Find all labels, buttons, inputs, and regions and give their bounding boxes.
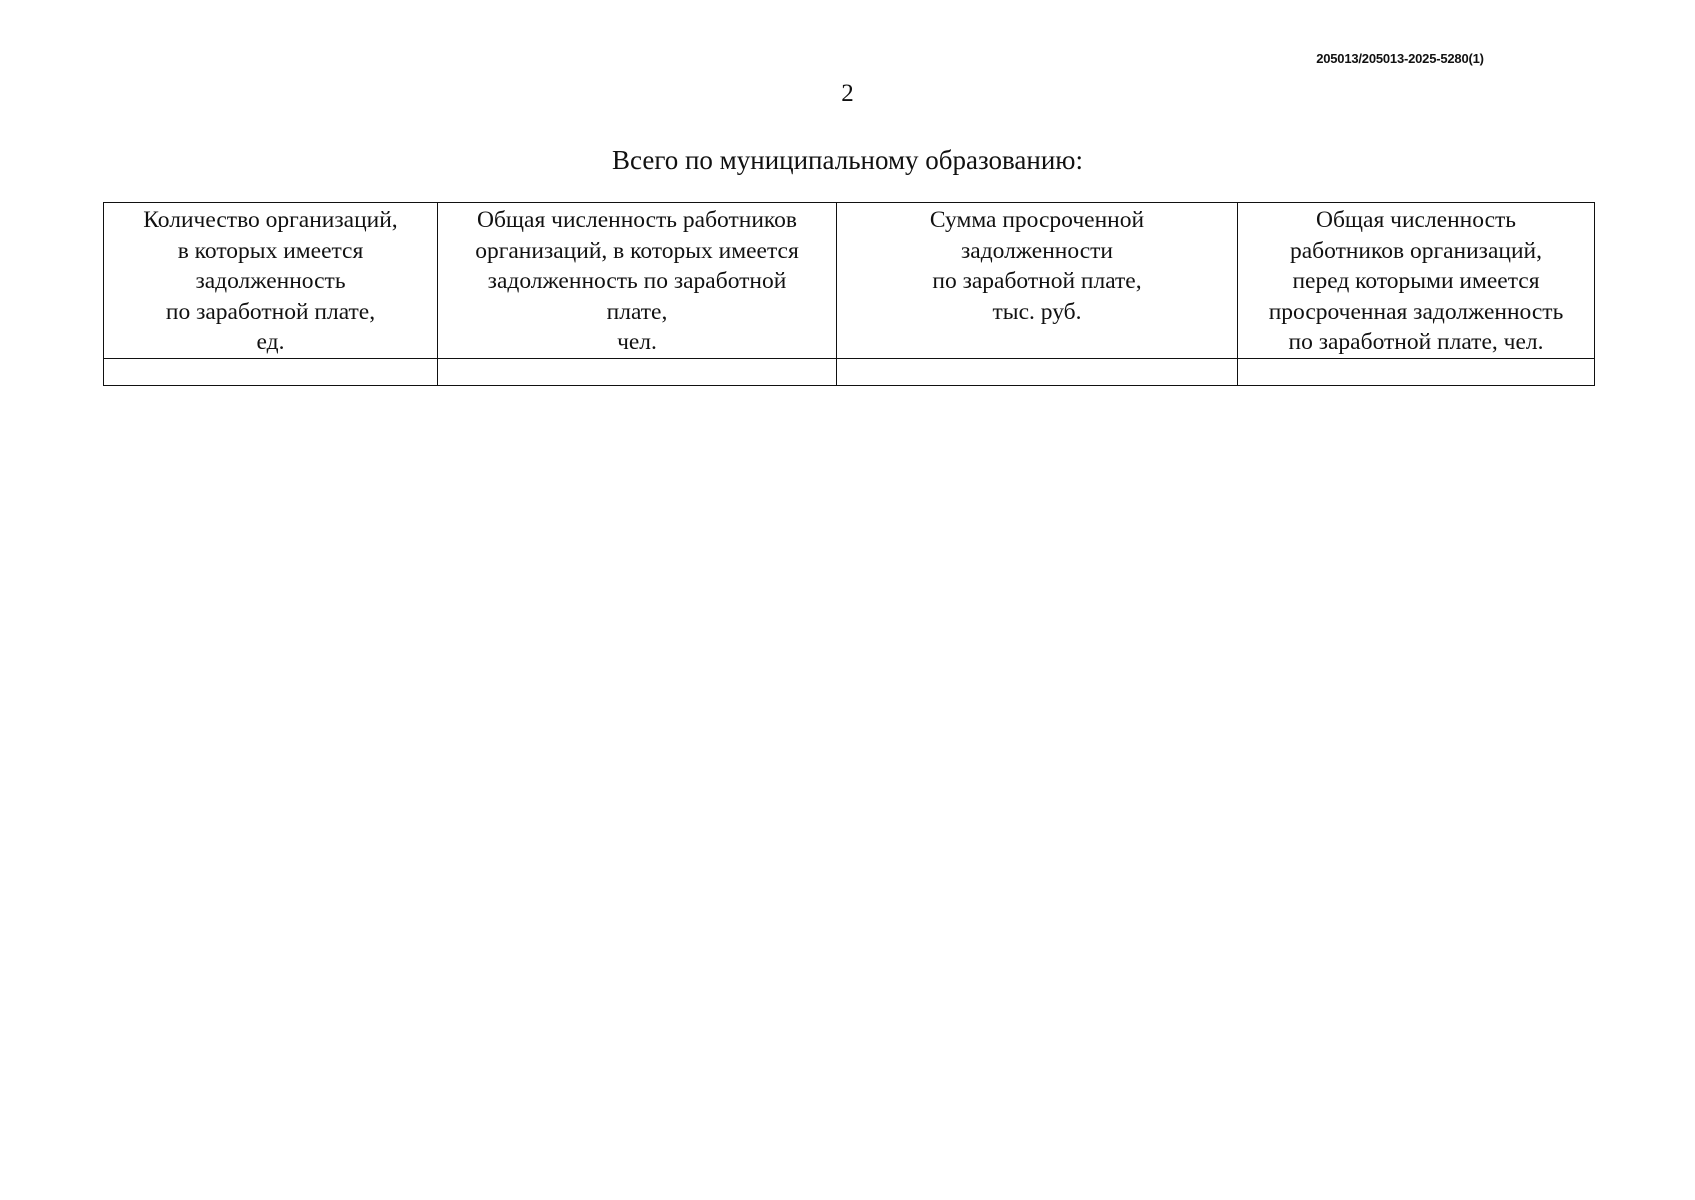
- table-cell-overdue-amount: [837, 358, 1238, 385]
- document-id: 205013/205013-2025-5280(1): [1316, 51, 1484, 66]
- table-cell-organizations-count: [104, 358, 438, 385]
- summary-table: [103, 202, 1595, 386]
- header-overdue-amount: Сумма просроченной задолженности по заработной плате, тыс. руб.: [837, 203, 1238, 359]
- table-cell-employees-total: [438, 358, 837, 385]
- page-number: 2: [841, 80, 854, 107]
- header-employees-total: Общая численность работников организаций, в которых имеется задолженность по заработной плате, чел.: [438, 203, 837, 359]
- table-header-row: [104, 203, 1595, 359]
- table-cell-employees-owed: [1238, 358, 1595, 385]
- header-employees-owed: Общая численность работников организаций, перед которыми имеется просроченная задолженность по заработной плате, чел.: [1238, 203, 1595, 359]
- section-title: Всего по муниципальному образованию:: [612, 145, 1083, 175]
- table-row: [104, 358, 1595, 385]
- header-organizations-count: Количество организаций, в которых имеется задолженность по заработной плате, ед.: [104, 203, 438, 359]
